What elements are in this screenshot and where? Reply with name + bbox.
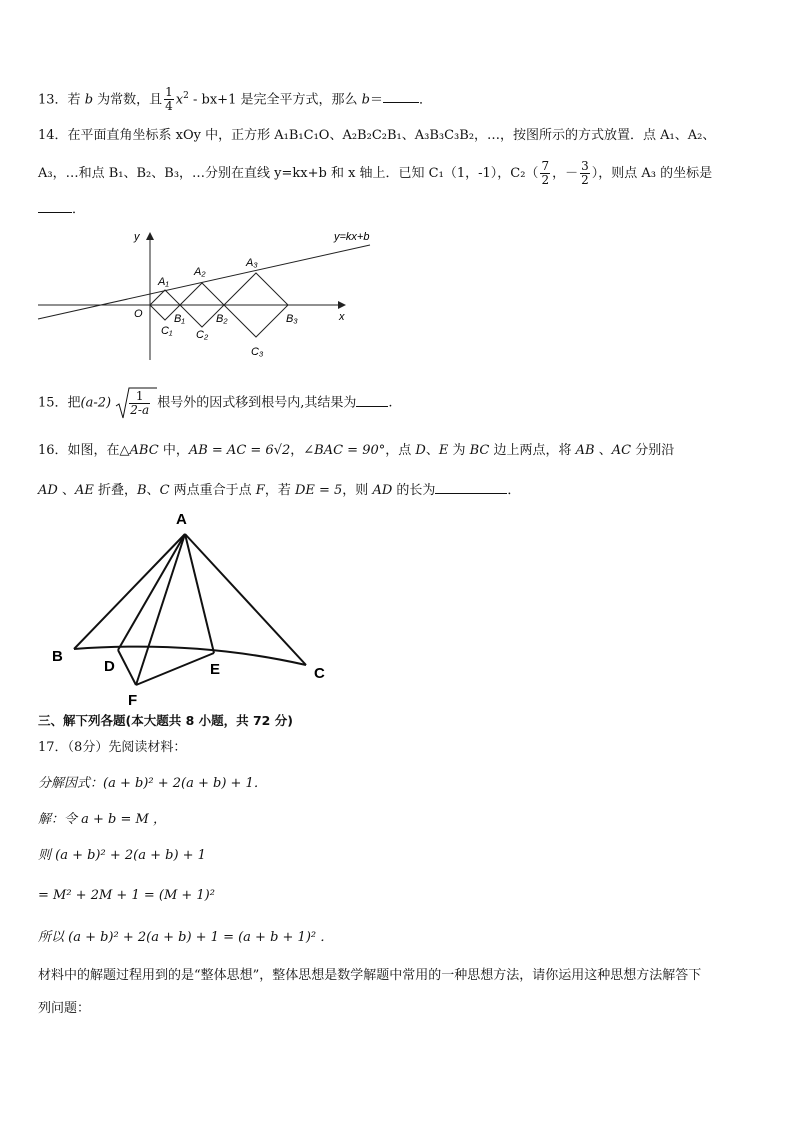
q16-cond-de: DE = 5	[294, 483, 343, 498]
q13-frac-num: 1	[165, 85, 173, 100]
q16-figure	[46, 505, 346, 710]
q15-frac-num: 1	[129, 390, 150, 404]
q15-expr: (a-2)	[80, 395, 112, 411]
label-c1: C₁	[161, 325, 173, 337]
q17-line-1: 分解因式：(a + b)² + 2(a + b) + 1．	[38, 776, 267, 791]
q15-frac	[129, 390, 150, 417]
q13-number: 13．	[38, 92, 68, 108]
q16-text: 、	[146, 483, 160, 498]
q16-var: ABC	[129, 443, 159, 458]
question-14-line2	[38, 160, 712, 187]
q17-line-2: 解：令 a + b = M ，	[38, 812, 166, 827]
label-A: A	[176, 511, 187, 528]
segment-ae	[185, 534, 214, 653]
q13-var-b: b	[361, 92, 370, 108]
segment-ac	[185, 534, 306, 665]
q16-text: 、	[594, 443, 612, 458]
q16-text: ，点	[385, 443, 416, 458]
q16-var: C	[159, 483, 170, 498]
q14-frac1-den: 2	[541, 173, 550, 187]
label-a3: A₃	[246, 257, 258, 269]
q16-text: 、	[425, 443, 439, 458]
q16-text: 的长为	[392, 483, 436, 498]
x-axis-arrow	[338, 301, 346, 309]
question-16-line2	[38, 479, 520, 501]
q14-figure	[34, 228, 394, 363]
label-C: C	[314, 665, 325, 682]
q14-answer-blank[interactable]	[38, 198, 72, 213]
section-3-heading: 三、解下列各题(本大题共 8 小题，共 72 分)	[38, 713, 293, 728]
label-F: F	[128, 692, 138, 709]
q16-cond-2: ∠BAC = 90°	[303, 443, 386, 458]
q16-var: F	[255, 483, 265, 498]
segment-df	[118, 650, 136, 685]
q16-var: E	[438, 443, 449, 458]
y-axis-arrow	[146, 232, 154, 240]
y-axis-label: y	[134, 231, 140, 243]
q13-answer-blank[interactable]	[383, 88, 419, 103]
q16-var: AD	[372, 483, 393, 498]
q14-text: ），则点 A₃ 的坐标是	[591, 166, 713, 181]
q17-line-3: 则 (a + b)² + 2(a + b) + 1	[38, 848, 206, 863]
q13-poly: x	[175, 92, 184, 108]
q13-text: 为常数，且	[93, 92, 163, 108]
q16-var: AE	[74, 483, 94, 498]
q14-frac-1	[540, 160, 550, 187]
label-D: D	[104, 658, 115, 675]
q14-text: ，－	[552, 166, 579, 181]
q13-text: - bx+1 是完全平方式，那么	[188, 92, 362, 108]
q15-text: 根号外的因式移到根号内,其结果为	[157, 395, 357, 411]
q17-line-7: 列问题：	[38, 1001, 91, 1016]
q13-equals: ＝	[369, 92, 383, 108]
q14-frac2-num: 3	[581, 159, 589, 173]
label-B: B	[52, 648, 63, 665]
q17-line-4: = M² + 2M + 1 = (M + 1)²	[38, 888, 215, 903]
q16-text: 中，	[158, 443, 189, 458]
q15-text: 15．把	[38, 395, 81, 411]
q13-end: ．	[418, 92, 432, 108]
label-c2: C₂	[196, 329, 209, 341]
q16-end: ．	[507, 483, 521, 498]
q15-sqrt	[115, 386, 157, 420]
q15-end: .	[388, 395, 393, 411]
q16-var: AC	[611, 443, 632, 458]
segment-af	[136, 534, 185, 685]
q16-text: ，	[290, 443, 304, 458]
line-y-kx-b	[38, 245, 370, 319]
q16-var: D	[415, 443, 426, 458]
q17-line-6: 材料中的解题过程用到的是“整体思想”，整体思想是数学解题中常用的一种思想方法，请你运用这种思想方法解答下	[38, 968, 702, 983]
q16-text: ，若	[264, 483, 295, 498]
q13-text: 若	[67, 92, 85, 108]
q16-text: 为	[448, 443, 470, 458]
q16-text: 、	[57, 483, 75, 498]
q13-frac-den: 4	[165, 99, 173, 114]
origin-label: O	[134, 308, 143, 320]
q16-text: 边上两点，将	[489, 443, 576, 458]
q16-text: 16．如图，在△	[38, 443, 130, 458]
q13-var-b: b	[84, 92, 94, 108]
label-c3: C₃	[251, 346, 264, 358]
q17-heading: 17．（8分）先阅读材料：	[38, 740, 187, 755]
question-14-line1: 14．在平面直角坐标系 xOy 中，正方形 A₁B₁C₁O、A₂B₂C₂B₁、A₃B₃C₃B₂，…，按图所示的方式放置．点 A₁、A₂、	[38, 128, 716, 143]
label-b3: B₃	[286, 313, 298, 325]
segment-ef	[136, 653, 214, 685]
q13-fraction	[164, 86, 174, 113]
q16-cond-1: AB = AC = 6√2	[188, 443, 291, 458]
q16-var: B	[136, 483, 147, 498]
line-label: y=kx+b	[334, 231, 370, 243]
q16-var: AB	[575, 443, 595, 458]
label-b2: B₂	[216, 313, 228, 325]
q14-frac2-den: 2	[581, 173, 589, 187]
label-b1: B₁	[174, 313, 185, 325]
q16-text: 折叠，	[93, 483, 137, 498]
q17-line-5: 所以 (a + b)² + 2(a + b) + 1 = (a + b + 1)² ．	[38, 930, 334, 945]
q14-frac1-num: 7	[541, 159, 550, 173]
q16-text: 分别沿	[631, 443, 675, 458]
q14-end: ．	[72, 202, 86, 217]
label-a1: A₁	[158, 276, 169, 288]
q16-text: 两点重合于点	[169, 483, 256, 498]
question-13	[38, 86, 432, 113]
question-15	[38, 386, 393, 421]
q15-answer-blank[interactable]	[356, 392, 388, 407]
q16-text: ，则	[342, 483, 373, 498]
q15-frac-den: 2-a	[130, 403, 150, 417]
q14-text: A₃，…和点 B₁、B₂、B₃，…分别在直线 y=kx+b 和 x 轴上．已知 C₁（1，-1），C₂（	[38, 166, 539, 181]
question-14-line3	[38, 198, 85, 220]
question-16-line1	[38, 441, 674, 461]
q13-exp: 2	[183, 91, 189, 101]
q16-var: BC	[469, 443, 490, 458]
x-axis-label: x	[339, 311, 345, 323]
q16-answer-blank[interactable]	[435, 479, 507, 494]
q16-var: AD	[38, 483, 58, 498]
label-E: E	[210, 661, 221, 678]
q14-frac-2	[580, 160, 590, 187]
label-a2: A₂	[194, 266, 206, 278]
